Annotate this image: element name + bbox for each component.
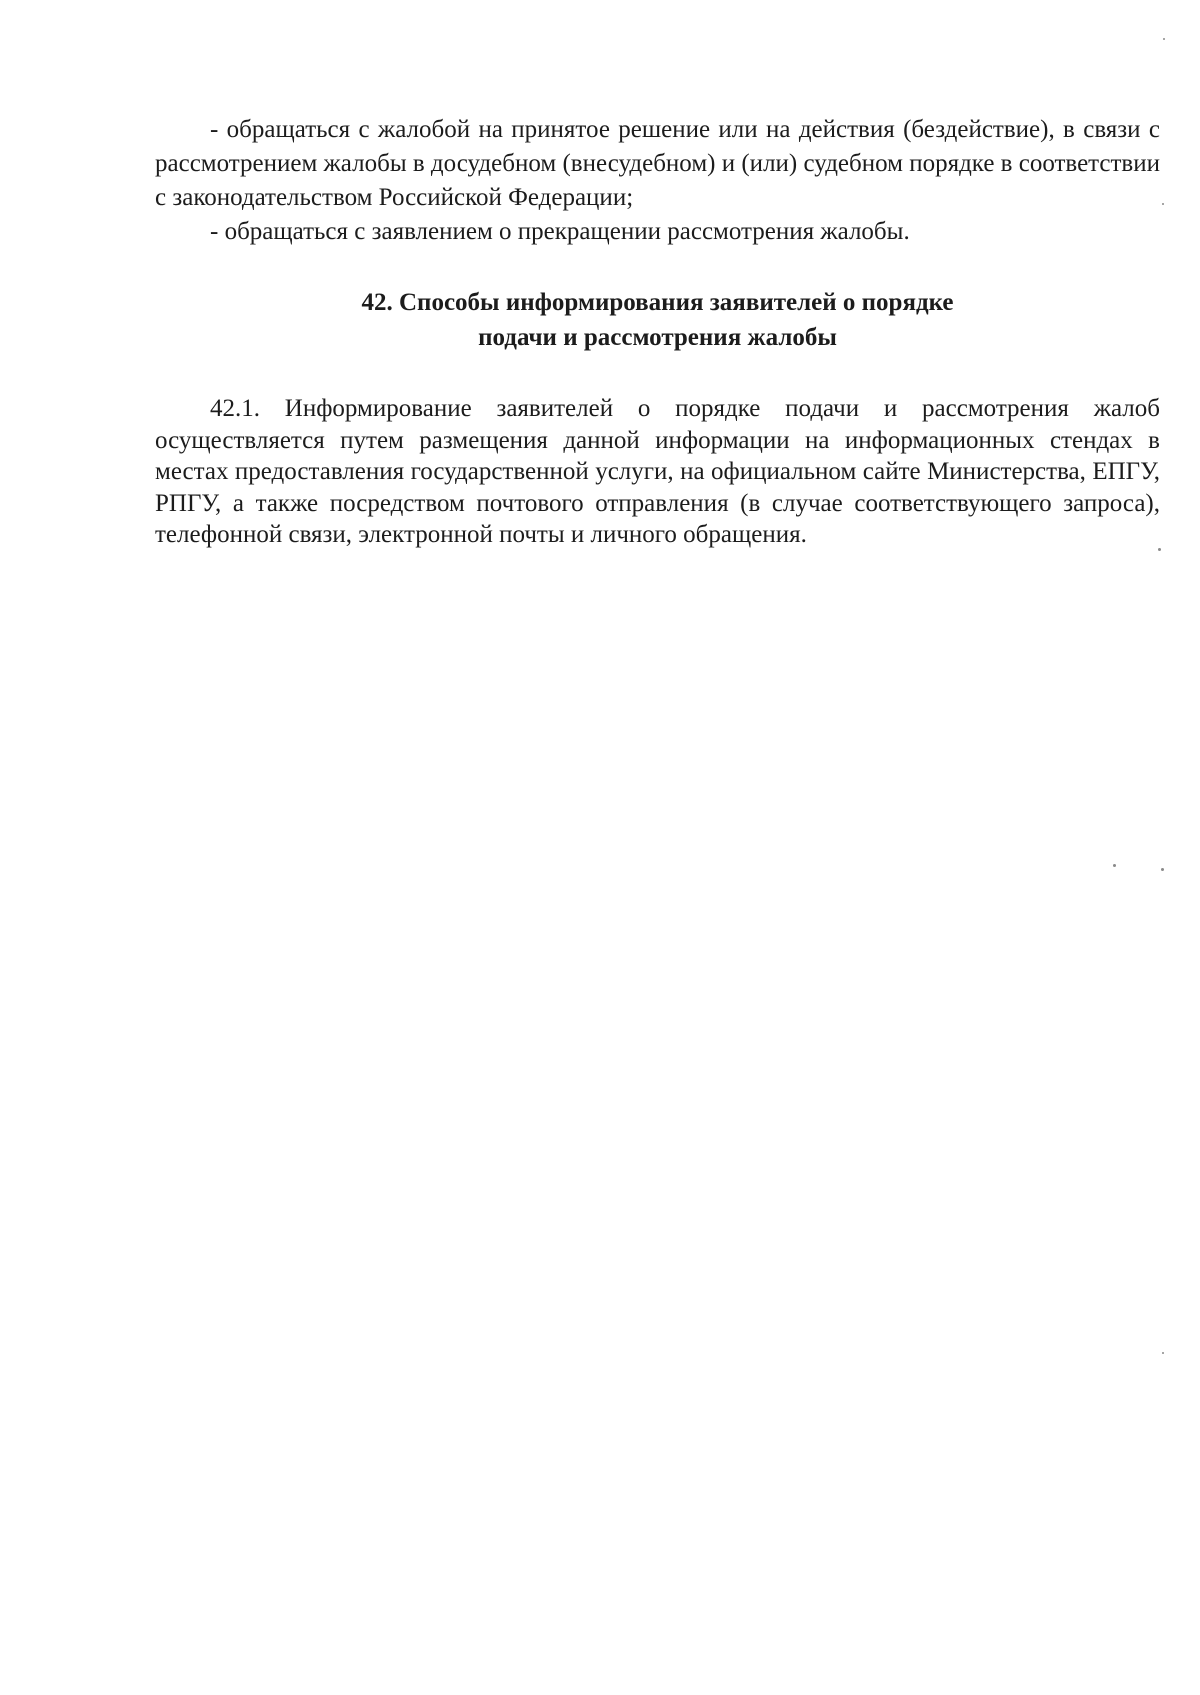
scan-speck bbox=[1162, 203, 1164, 205]
document-content bbox=[155, 113, 1160, 551]
paragraph-withdraw-right: - обращаться с заявлением о прекращении рассмотрения жалобы. bbox=[210, 218, 910, 245]
scan-speck bbox=[1163, 38, 1165, 40]
section-heading-line-1: 42. Способы информирования заявителей о порядке bbox=[361, 289, 954, 316]
scan-speck bbox=[1162, 1352, 1164, 1354]
scan-speck bbox=[1113, 864, 1116, 867]
scan-speck bbox=[1161, 868, 1164, 871]
section-heading-line-2: подачи и рассмотрения жалобы bbox=[478, 324, 837, 351]
paragraph-complaint-right: - обращаться с жалобой на принятое решение или на действия (бездействие), в связи с рассмотрением жалобы в досудебном (внесудебном) и (или) судебном порядке в соответствии с законодательством Российской Федерации; bbox=[155, 116, 1160, 211]
section-heading bbox=[155, 285, 1160, 355]
scan-speck bbox=[1158, 548, 1161, 551]
paragraph-42-1: 42.1. Информирование заявителей о порядке подачи и рассмотрения жалоб осуществляется путем размещения данной информации на информационных стендах в местах предоставления государственной услуги, на официальном сайте Министерства, ЕПГУ, РПГУ, а также посредством почтового отправления (в случае соответствующего запроса), телефонной связи, электронной почты и личного обращения. bbox=[155, 395, 1160, 548]
